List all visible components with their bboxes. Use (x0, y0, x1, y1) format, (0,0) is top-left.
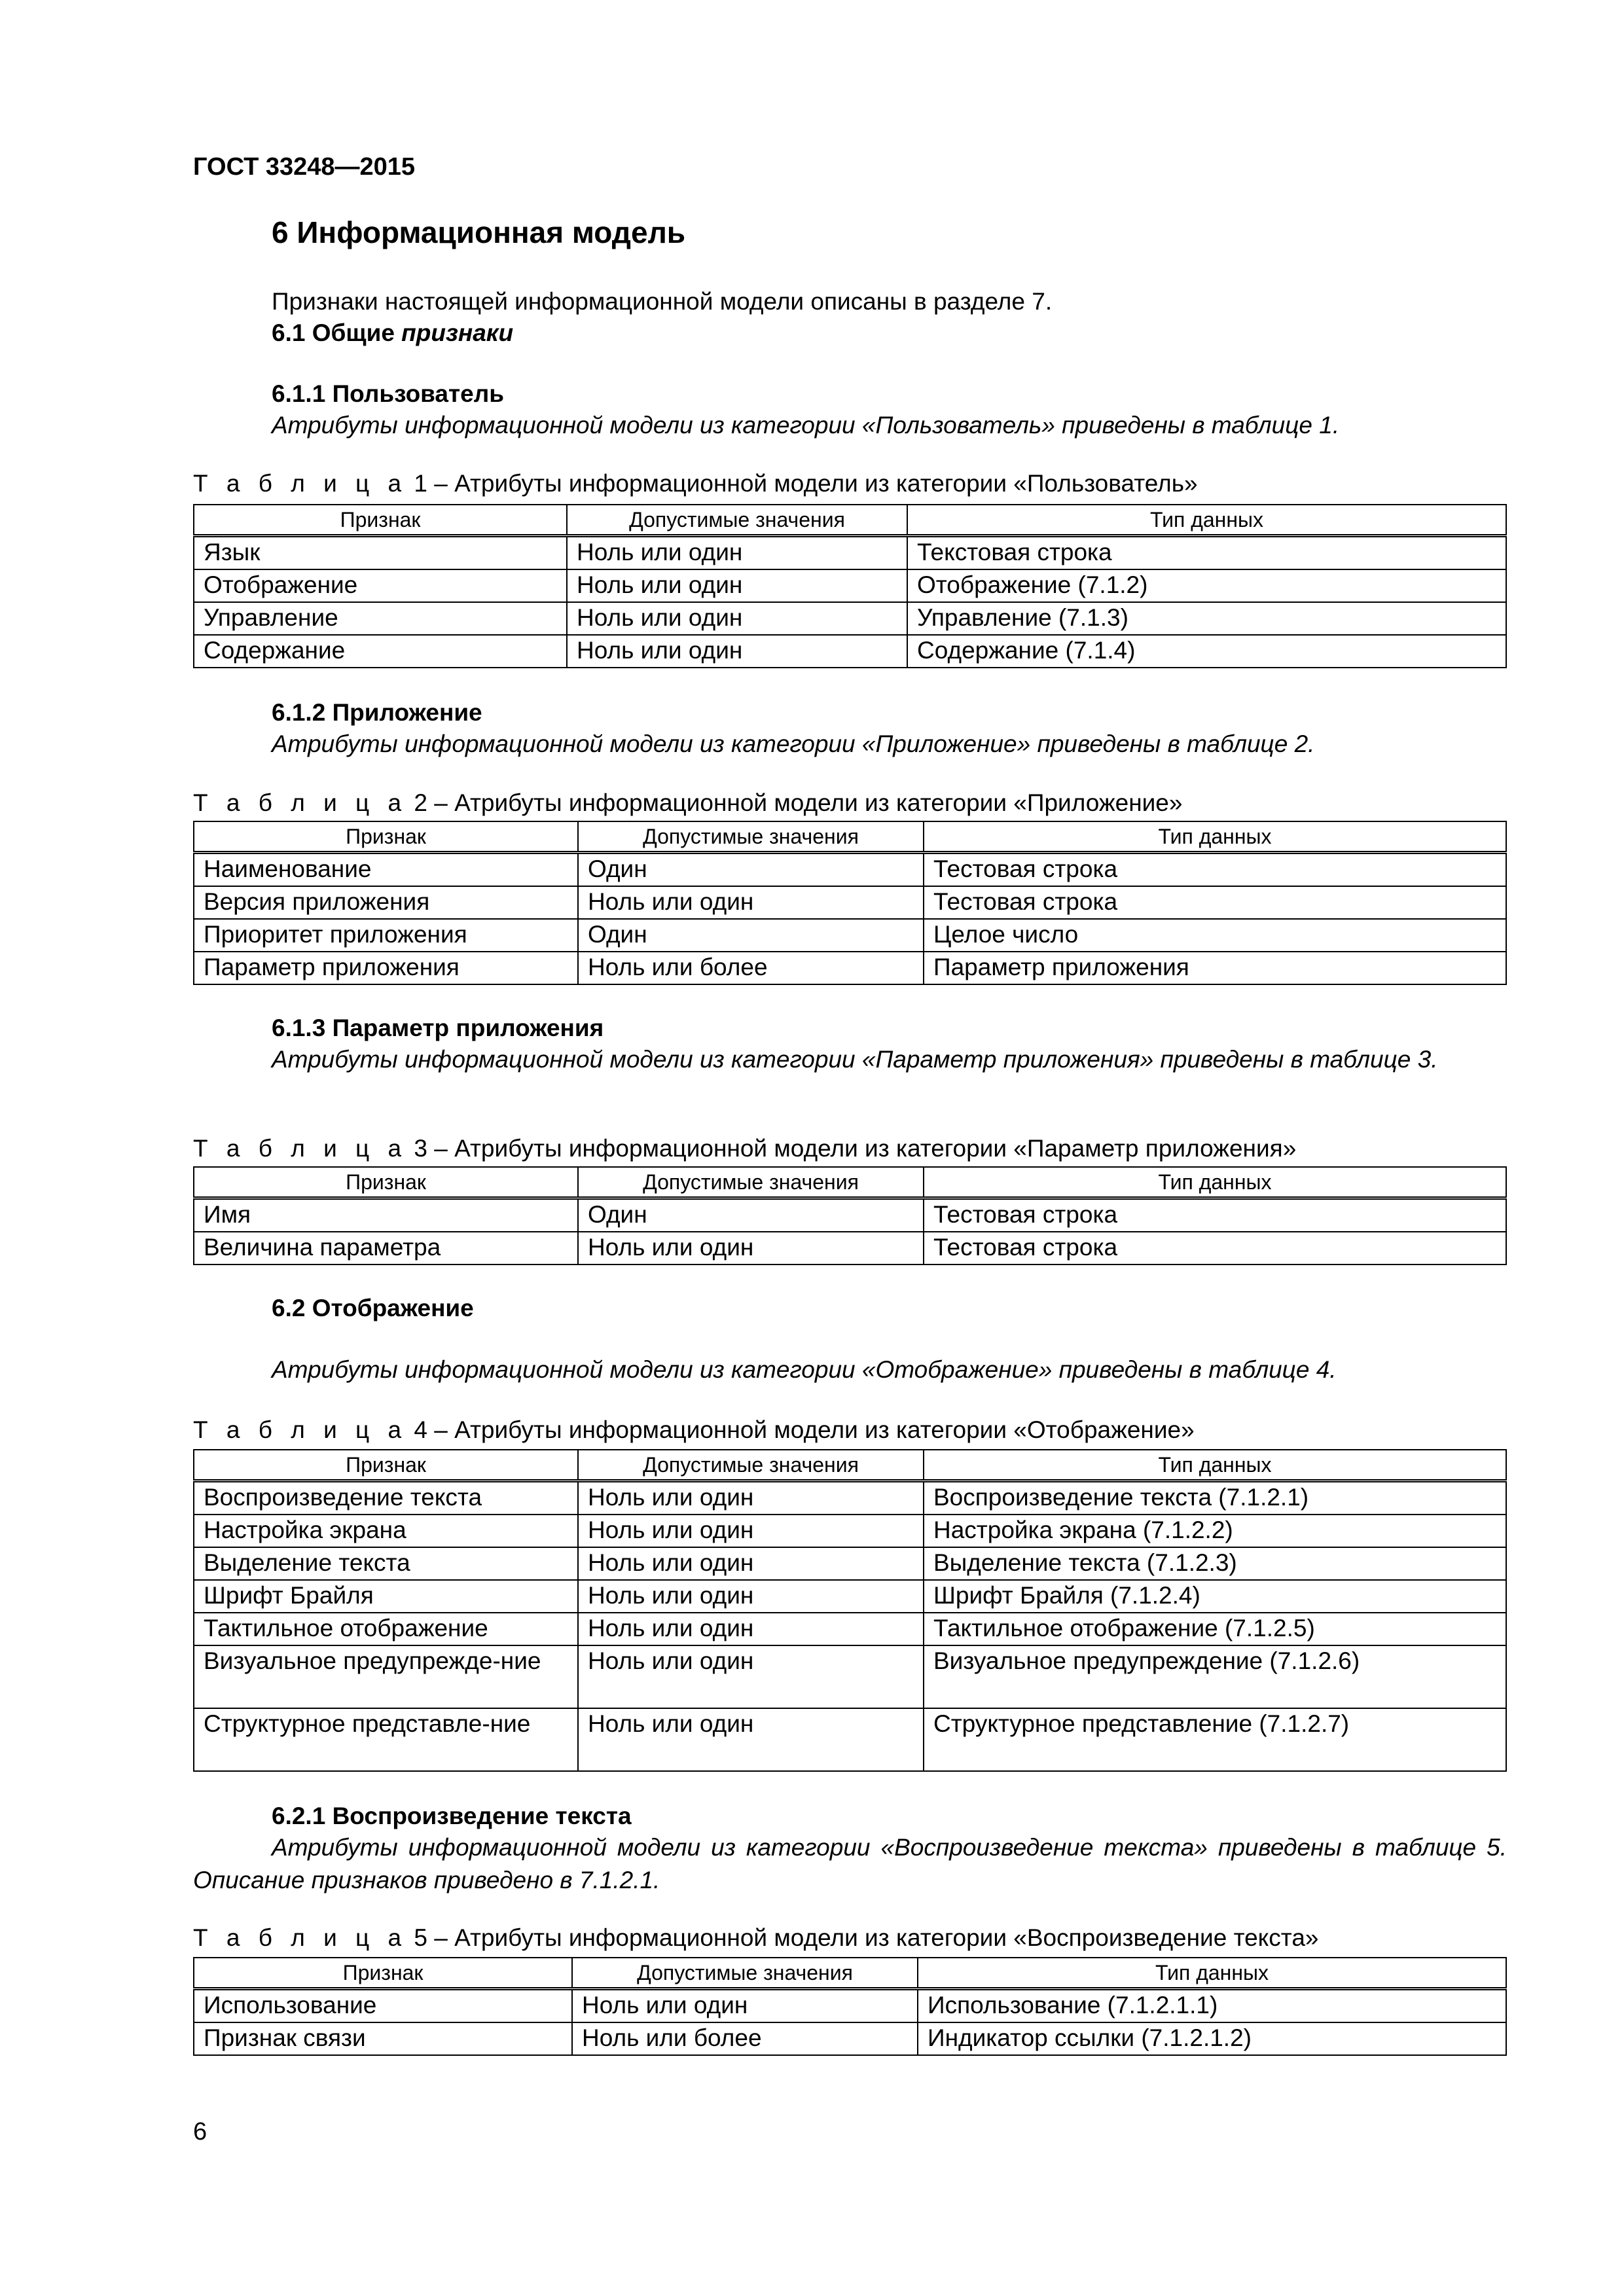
table-label: Т а б л и ц а (193, 789, 408, 816)
table-row (194, 853, 1506, 887)
table-row (194, 919, 1506, 952)
table-cell: Версия приложения (194, 886, 578, 919)
header-cell: Допустимые значения (578, 821, 924, 853)
table-cell: Ноль или один (578, 1547, 924, 1580)
table-caption-text: 2 – Атрибуты информационной модели из категории «Приложение» (407, 789, 1183, 816)
table-cell: Ноль или один (578, 1613, 924, 1645)
section-6-1-1-text: Атрибуты информационной модели из категории «Пользователь» приведены в таблице 1. (272, 412, 1340, 439)
table-cell: Один (578, 919, 924, 952)
table-cell: Текстовая строка (907, 536, 1506, 570)
table-cell: Целое число (924, 919, 1506, 952)
section-6-1-heading (272, 317, 513, 350)
page-number: 6 (193, 2118, 208, 2145)
table-cell: Отображение (194, 569, 567, 602)
table-header-row (194, 1958, 1506, 1989)
table-cell: Структурное представле-ние (194, 1708, 578, 1771)
header-cell: Тип данных (924, 1167, 1506, 1198)
table-row (194, 1481, 1506, 1515)
table-label: Т а б л и ц а (193, 1135, 408, 1162)
table-cell: Приоритет приложения (194, 919, 578, 952)
header-cell: Признак (194, 1167, 578, 1198)
header-cell: Допустимые значения (578, 1167, 924, 1198)
table-cell: Один (578, 1198, 924, 1232)
table-row (194, 1708, 1506, 1771)
table-cell: Параметр приложения (924, 952, 1506, 984)
header-cell: Тип данных (924, 821, 1506, 853)
section-6-2-1-text: Атрибуты информационной модели из категории «Воспроизведение текста» приведены в таблице 5. Описание признаков приведено в 7.1.2.1. (193, 1834, 1507, 1893)
table-cell: Тактильное отображение (7.1.2.5) (924, 1613, 1506, 1645)
header-cell: Тип данных (918, 1958, 1506, 1989)
header-cell: Признак (194, 1450, 578, 1481)
table-1-caption (193, 470, 1198, 497)
table-caption-text: 3 – Атрибуты информационной модели из категории «Параметр приложения» (407, 1135, 1297, 1162)
table-caption-text: 4 – Атрибуты информационной модели из категории «Отображение» (407, 1416, 1195, 1443)
table-label: Т а б л и ц а (193, 1416, 408, 1443)
table-row (194, 1613, 1506, 1645)
table-cell: Ноль или один (567, 602, 907, 635)
table-cell: Ноль или один (578, 1708, 924, 1771)
header-cell: Тип данных (924, 1450, 1506, 1481)
header-cell: Допустимые значения (567, 505, 907, 536)
table-cell: Ноль или один (567, 569, 907, 602)
table-cell: Ноль или один (578, 1580, 924, 1613)
table-cell: Структурное представление (7.1.2.7) (924, 1708, 1506, 1771)
table-cell: Ноль или один (567, 635, 907, 668)
table-cell: Отображение (7.1.2) (907, 569, 1506, 602)
header-cell: Признак (194, 821, 578, 853)
table-row (194, 635, 1506, 668)
table-4 (193, 1449, 1507, 1772)
section-6-2-title: 6.2 Отображение (272, 1295, 474, 1321)
table-cell: Воспроизведение текста (194, 1481, 578, 1515)
section-6-1-1-title: 6.1.1 Пользователь (272, 380, 504, 407)
table-label: Т а б л и ц а (193, 1924, 408, 1951)
table-cell: Индикатор ссылки (7.1.2.1.2) (918, 2022, 1506, 2055)
table-row (194, 1580, 1506, 1613)
table-cell: Визуальное предупрежде-ние (194, 1645, 578, 1708)
header-cell: Допустимые значения (578, 1450, 924, 1481)
table-row (194, 602, 1506, 635)
header-cell: Тип данных (907, 505, 1506, 536)
table-header-row (194, 505, 1506, 536)
table-caption-text: 5 – Атрибуты информационной модели из категории «Воспроизведение текста» (407, 1924, 1319, 1951)
table-cell: Содержание (194, 635, 567, 668)
table-cell: Управление (194, 602, 567, 635)
header-cell: Признак (194, 505, 567, 536)
table-cell: Шрифт Брайля (7.1.2.4) (924, 1580, 1506, 1613)
table-cell: Ноль или один (578, 1232, 924, 1265)
table-cell: Ноль или один (572, 1989, 918, 2023)
table-cell: Шрифт Брайля (194, 1580, 578, 1613)
table-1 (193, 504, 1507, 668)
table-3-caption (193, 1135, 1296, 1162)
section-6-1-italic: признаки (401, 319, 514, 346)
section-6-title: 6 Информационная модель (272, 215, 686, 249)
table-5 (193, 1957, 1507, 2056)
section-6-1-2-text: Атрибуты информационной модели из категории «Приложение» приведены в таблице 2. (272, 730, 1315, 757)
table-cell: Параметр приложения (194, 952, 578, 984)
section-6-1-3-title: 6.1.3 Параметр приложения (272, 1014, 604, 1041)
table-cell: Визуальное предупреждение (7.1.2.6) (924, 1645, 1506, 1708)
table-cell: Наименование (194, 853, 578, 887)
table-row (194, 569, 1506, 602)
table-cell: Ноль или один (567, 536, 907, 570)
table-header-row (194, 1450, 1506, 1481)
table-2 (193, 821, 1507, 985)
table-cell: Тестовая строка (924, 853, 1506, 887)
section-6-1-3-text: Атрибуты информационной модели из категории «Параметр приложения» приведены в таблице 3. (272, 1046, 1438, 1073)
table-cell: Настройка экрана (7.1.2.2) (924, 1515, 1506, 1547)
table-row (194, 536, 1506, 570)
table-cell: Тестовая строка (924, 886, 1506, 919)
section-6-intro: Признаки настоящей информационной модели описаны в разделе 7. (272, 288, 1053, 315)
table-cell: Тактильное отображение (194, 1613, 578, 1645)
table-cell: Ноль или более (578, 952, 924, 984)
table-cell: Ноль или один (578, 886, 924, 919)
table-row (194, 2022, 1506, 2055)
table-cell: Управление (7.1.3) (907, 602, 1506, 635)
section-6-1-2-title: 6.1.2 Приложение (272, 699, 482, 726)
table-cell: Использование (194, 1989, 572, 2023)
section-6-2-text: Атрибуты информационной модели из категории «Отображение» приведены в таблице 4. (272, 1356, 1337, 1383)
table-cell: Содержание (7.1.4) (907, 635, 1506, 668)
section-6-2-1-title: 6.2.1 Воспроизведение текста (272, 1803, 632, 1829)
table-cell: Выделение текста (7.1.2.3) (924, 1547, 1506, 1580)
table-cell: Ноль или более (572, 2022, 918, 2055)
table-4-caption (193, 1416, 1195, 1444)
table-5-caption (193, 1924, 1318, 1952)
header-cell: Признак (194, 1958, 572, 1989)
table-label: Т а б л и ц а (193, 470, 408, 497)
table-row (194, 1515, 1506, 1547)
table-cell: Ноль или один (578, 1515, 924, 1547)
table-row (194, 1547, 1506, 1580)
table-cell: Использование (7.1.2.1.1) (918, 1989, 1506, 2023)
table-cell: Величина параметра (194, 1232, 578, 1265)
table-cell: Признак связи (194, 2022, 572, 2055)
table-3 (193, 1166, 1507, 1265)
table-cell: Тестовая строка (924, 1232, 1506, 1265)
table-row (194, 886, 1506, 919)
table-caption-text: 1 – Атрибуты информационной модели из категории «Пользователь» (407, 470, 1198, 497)
table-header-row (194, 821, 1506, 853)
section-6-1-number: 6.1 Общие (272, 319, 402, 346)
document-id: ГОСТ 33248—2015 (193, 153, 416, 181)
table-row (194, 1645, 1506, 1708)
table-row (194, 1989, 1506, 2023)
table-cell: Выделение текста (194, 1547, 578, 1580)
table-cell: Ноль или один (578, 1645, 924, 1708)
table-cell: Язык (194, 536, 567, 570)
table-cell: Ноль или один (578, 1481, 924, 1515)
table-header-row (194, 1167, 1506, 1198)
table-cell: Тестовая строка (924, 1198, 1506, 1232)
table-row (194, 1198, 1506, 1232)
table-row (194, 1232, 1506, 1265)
header-cell: Допустимые значения (572, 1958, 918, 1989)
table-cell: Имя (194, 1198, 578, 1232)
table-row (194, 952, 1506, 984)
table-cell: Настройка экрана (194, 1515, 578, 1547)
table-2-caption (193, 789, 1182, 817)
table-cell: Воспроизведение текста (7.1.2.1) (924, 1481, 1506, 1515)
table-cell: Один (578, 853, 924, 887)
